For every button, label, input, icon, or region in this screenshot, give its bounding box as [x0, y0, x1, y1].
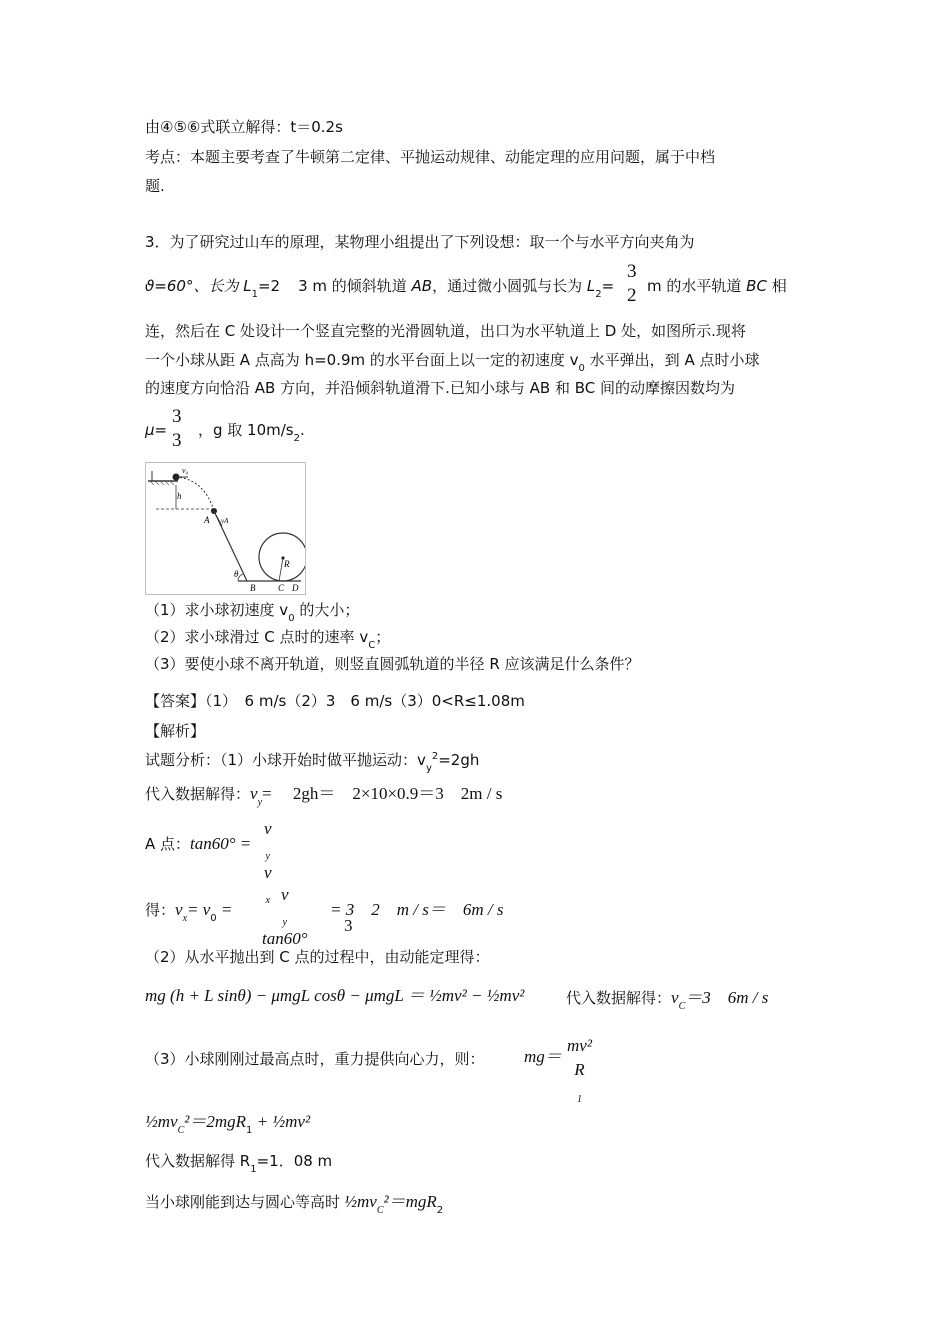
- label-r: R: [284, 559, 290, 569]
- analysis-heading: 【解析】: [145, 722, 206, 740]
- text-line: 由④⑤⑥式联立解得：t＝0.2s: [145, 118, 343, 136]
- fraction: 3 2: [627, 261, 637, 306]
- mu-line: μ=: [145, 421, 168, 439]
- answer-line: 【答案】（1） 6 m/s（2）3 6 m/s（3）0<R≤1.08m: [145, 692, 525, 710]
- problem-line3: 连，然后在 C 处设计一个竖直完整的光滑圆轨道，出口为水平轨道上 D 处，如图所示.现将: [145, 322, 746, 340]
- problem-line2: ϑ=60°、长为 $L_1=2$ 3 m 的倾斜轨道 AB，通过微小圆弧与长为 $L_2=$: [145, 277, 615, 300]
- text-line: 题.: [145, 177, 165, 195]
- solution-step-2: 代入数据解得：$v_y=$ 2gh＝ 2×10×0.9＝3 2m / s: [145, 784, 503, 808]
- track-diagram: [145, 462, 306, 595]
- label-d: D: [292, 583, 299, 593]
- question-3: （3）要使小球不离开轨道，则竖直圆弧轨道的半径 R 应该满足什么条件？: [145, 655, 640, 673]
- question-2: （2）求小球滑过 C 点时的速率 $v_C$；: [145, 628, 391, 651]
- mu-fraction: 3 3: [172, 406, 182, 451]
- vx-result: = 3 2 m / s＝ 6m / s: [330, 900, 504, 919]
- label-theta: θ: [234, 569, 239, 579]
- label-h: h: [177, 491, 182, 501]
- problem-intro: 3．为了研究过山车的原理，某物理小组提出了下列设想：取一个与水平方向夹角为: [145, 233, 695, 251]
- vy-over-tan: v y tan60°: [262, 885, 308, 948]
- centripetal-eq: mg＝: [524, 1047, 562, 1066]
- track-diagram-svg: [146, 463, 305, 594]
- problem-line5: 的速度方向恰沿 AB 方向，并沿倾斜轨道滑下.已知小球与 AB 和 BC 间的动摩擦因数均为: [145, 379, 735, 397]
- solution-step-5: （2）从水平抛出到 C 点的过程中，由动能定理得：: [145, 948, 490, 966]
- solution-step-9: 代入数据解得 $R_1=1$．08 m: [145, 1152, 333, 1175]
- solution-step-10: 当小球刚能到达与圆心等高时 $\frac{1}{2}mv_C^2=mgR_2$: [145, 1192, 444, 1216]
- energy-equation: mg (h + L sinθ) − μmgL cosθ − μmgL ＝ ½mv² − ½mv²: [145, 986, 525, 1005]
- problem-line4: 一个小球从距 A 点高为 h=0.9m 的水平台面上以一定的初速度 $v_0$ 水平弹出，到 A 点时小球: [145, 351, 760, 374]
- label-v0: v₀: [182, 466, 189, 475]
- vy-over-vx: v y v x: [264, 819, 272, 906]
- label-c: C: [278, 583, 285, 593]
- problem-line2-tail: m 的水平轨道 BC 相: [647, 277, 787, 295]
- solution-step-4: 得：$v_x= v_0$ =: [145, 900, 233, 924]
- label-b: B: [250, 583, 256, 593]
- mv2-over-r: mv² R 1: [567, 1036, 592, 1105]
- energy-eq-2: $\frac{1}{2}mv_C^2=2mgR_1$ + ½mv²: [145, 1112, 311, 1136]
- solution-step-3: A 点：tan60° =: [145, 834, 252, 853]
- incline-ab: [214, 511, 247, 581]
- solution-step-1: 试题分析：（1）小球开始时做平抛运动：$v_y^2=2gh$: [145, 751, 480, 774]
- question-1: （1）求小球初速度 $v_0$ 的大小；: [145, 601, 360, 624]
- label-a: A: [204, 515, 210, 525]
- energy-result: 代入数据解得：$v_C=3$ 6m / s: [566, 988, 769, 1012]
- label-va: vA: [221, 517, 229, 525]
- solution-step-7: （3）小球刚刚过最高点时，重力提供向心力，则：: [145, 1050, 485, 1068]
- text-line: 考点：本题主要考查了牛顿第二定律、平抛运动规律、动能定理的应用问题，属于中档: [145, 148, 716, 166]
- g-text: ，g 取 $10m/s_2$.: [198, 421, 305, 444]
- vx-result-den: 3: [344, 916, 353, 935]
